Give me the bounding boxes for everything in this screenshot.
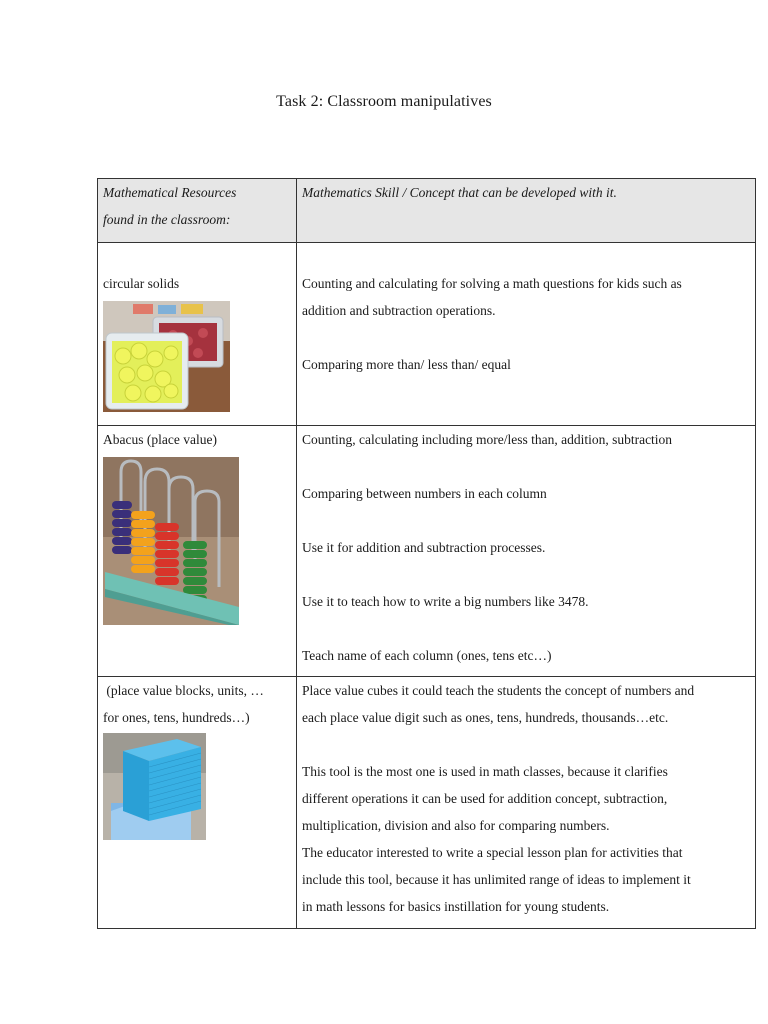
table-header-row bbox=[98, 179, 756, 243]
resource-cell bbox=[98, 677, 297, 929]
skill-text: Use it to teach how to write a big numbers like 3478. bbox=[302, 594, 589, 609]
resource-label: Abacus (place value) bbox=[103, 432, 217, 447]
resource-cell bbox=[98, 243, 297, 426]
skills-cell bbox=[297, 426, 756, 677]
header-resources-line1: Mathematical Resources bbox=[103, 185, 237, 200]
skill-text: different operations it can be used for addition concept, subtraction, bbox=[302, 791, 668, 806]
skill-text: multiplication, division and also for comparing numbers. bbox=[302, 818, 610, 833]
resource-label-line2: for ones, tens, hundreds…) bbox=[103, 710, 250, 725]
abacus-photo bbox=[103, 457, 239, 625]
header-skills bbox=[297, 179, 756, 243]
skill-text: Teach name of each column (ones, tens etc…) bbox=[302, 648, 552, 663]
skill-text: Counting, calculating including more/less than, addition, subtraction bbox=[302, 432, 673, 447]
skill-text: Place value cubes it could teach the students the concept of numbers and bbox=[302, 683, 695, 698]
circular-counters-photo bbox=[103, 301, 230, 412]
resource-label: circular solids bbox=[103, 276, 180, 291]
resource-cell bbox=[98, 426, 297, 677]
skill-text: addition and subtraction operations. bbox=[302, 303, 496, 318]
skill-text: each place value digit such as ones, tens, hundreds, thousands…etc. bbox=[302, 710, 669, 725]
resource-label-line1: (place value blocks, units, … bbox=[103, 683, 264, 698]
place-value-cube-photo bbox=[103, 733, 206, 840]
skill-text: include this tool, because it has unlimited range of ideas to implement it bbox=[302, 872, 691, 887]
resources-table bbox=[97, 178, 756, 929]
table-row bbox=[98, 243, 756, 426]
skills-cell bbox=[297, 677, 756, 929]
skill-text: Comparing more than/ less than/ equal bbox=[302, 357, 511, 372]
skill-text: in math lessons for basics instillation for young students. bbox=[302, 899, 610, 914]
table-row bbox=[98, 426, 756, 677]
header-skills-text: Mathematics Skill / Concept that can be developed with it. bbox=[302, 185, 617, 200]
header-resources-line2: found in the classroom: bbox=[103, 212, 231, 227]
skill-text: This tool is the most one is used in math classes, because it clarifies bbox=[302, 764, 668, 779]
skill-text: Comparing between numbers in each column bbox=[302, 486, 547, 501]
skill-text: Use it for addition and subtraction processes. bbox=[302, 540, 546, 555]
skill-text: Counting and calculating for solving a math questions for kids such as bbox=[302, 276, 682, 291]
page-title: Task 2: Classroom manipulatives bbox=[276, 93, 492, 110]
table-row bbox=[98, 677, 756, 929]
header-resources bbox=[98, 179, 297, 243]
skills-cell bbox=[297, 243, 756, 426]
skill-text: The educator interested to write a special lesson plan for activities that bbox=[302, 845, 683, 860]
